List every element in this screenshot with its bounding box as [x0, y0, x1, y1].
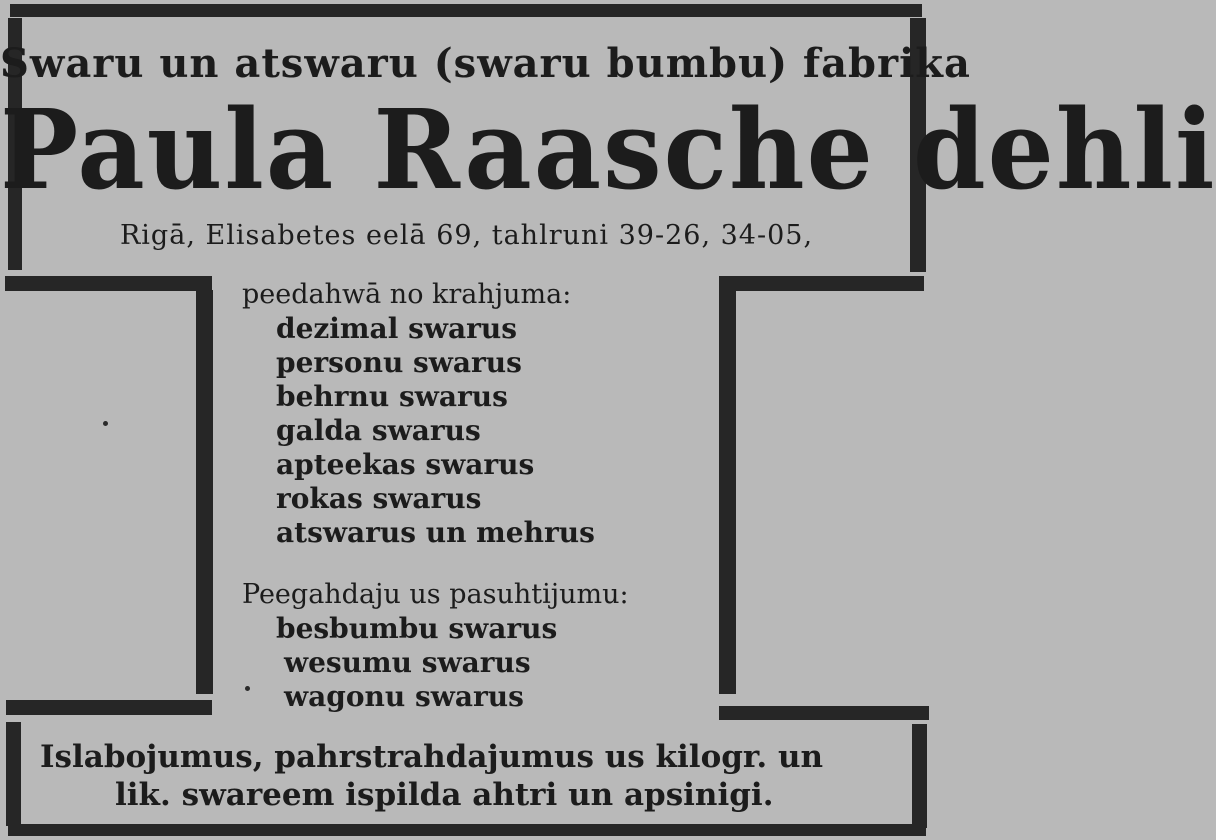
rule-col-right: [719, 290, 736, 694]
stock-list-heading: peedahwā no krahjuma:: [242, 279, 572, 310]
header-subtitle: Swaru un atswaru (swaru bumbu) fabrika: [0, 40, 971, 87]
list-item: besbumbu swarus: [276, 612, 558, 645]
list-item: rokas swarus: [276, 482, 482, 515]
footer-line-2: lik. swareem ispilda ahtri un apsinigi.: [115, 777, 774, 813]
footer-line-1: Islabojumus, pahrstrahdajumus us kilogr. un: [40, 739, 824, 775]
rule-low-left: [6, 700, 212, 715]
list-item: dezimal swarus: [276, 312, 517, 345]
list-item: galda swarus: [276, 414, 481, 447]
ink-speck: [245, 686, 250, 691]
rule-col-left: [196, 290, 213, 694]
list-item: atswarus un mehrus: [276, 516, 595, 549]
list-item: wesumu swarus: [284, 646, 531, 679]
list-item: apteekas swarus: [276, 448, 535, 481]
frame-bottom-right-rule: [912, 724, 927, 828]
rule-mid-right: [719, 276, 924, 291]
footer-notice: [40, 738, 900, 814]
rule-low-right: [719, 706, 929, 720]
list-item: behrnu swarus: [276, 380, 508, 413]
frame-top-rule: [10, 4, 922, 17]
list-item: wagonu swarus: [284, 680, 524, 713]
order-list-heading: Peegahdaju us pasuhtijumu:: [242, 579, 629, 610]
ink-speck: [103, 421, 108, 426]
order-list: [242, 578, 629, 714]
company-name: Paula Raasche dehli: [0, 84, 1216, 215]
rule-mid-left: [5, 276, 212, 291]
stock-list: [242, 278, 595, 550]
frame-bottom-rule: [8, 824, 926, 836]
list-item: personu swarus: [276, 346, 522, 379]
frame-bottom-left-rule: [6, 722, 21, 826]
company-address: Rigā, Elisabetes eelā 69, tahlruni 39-26, 34-05,: [119, 220, 814, 251]
